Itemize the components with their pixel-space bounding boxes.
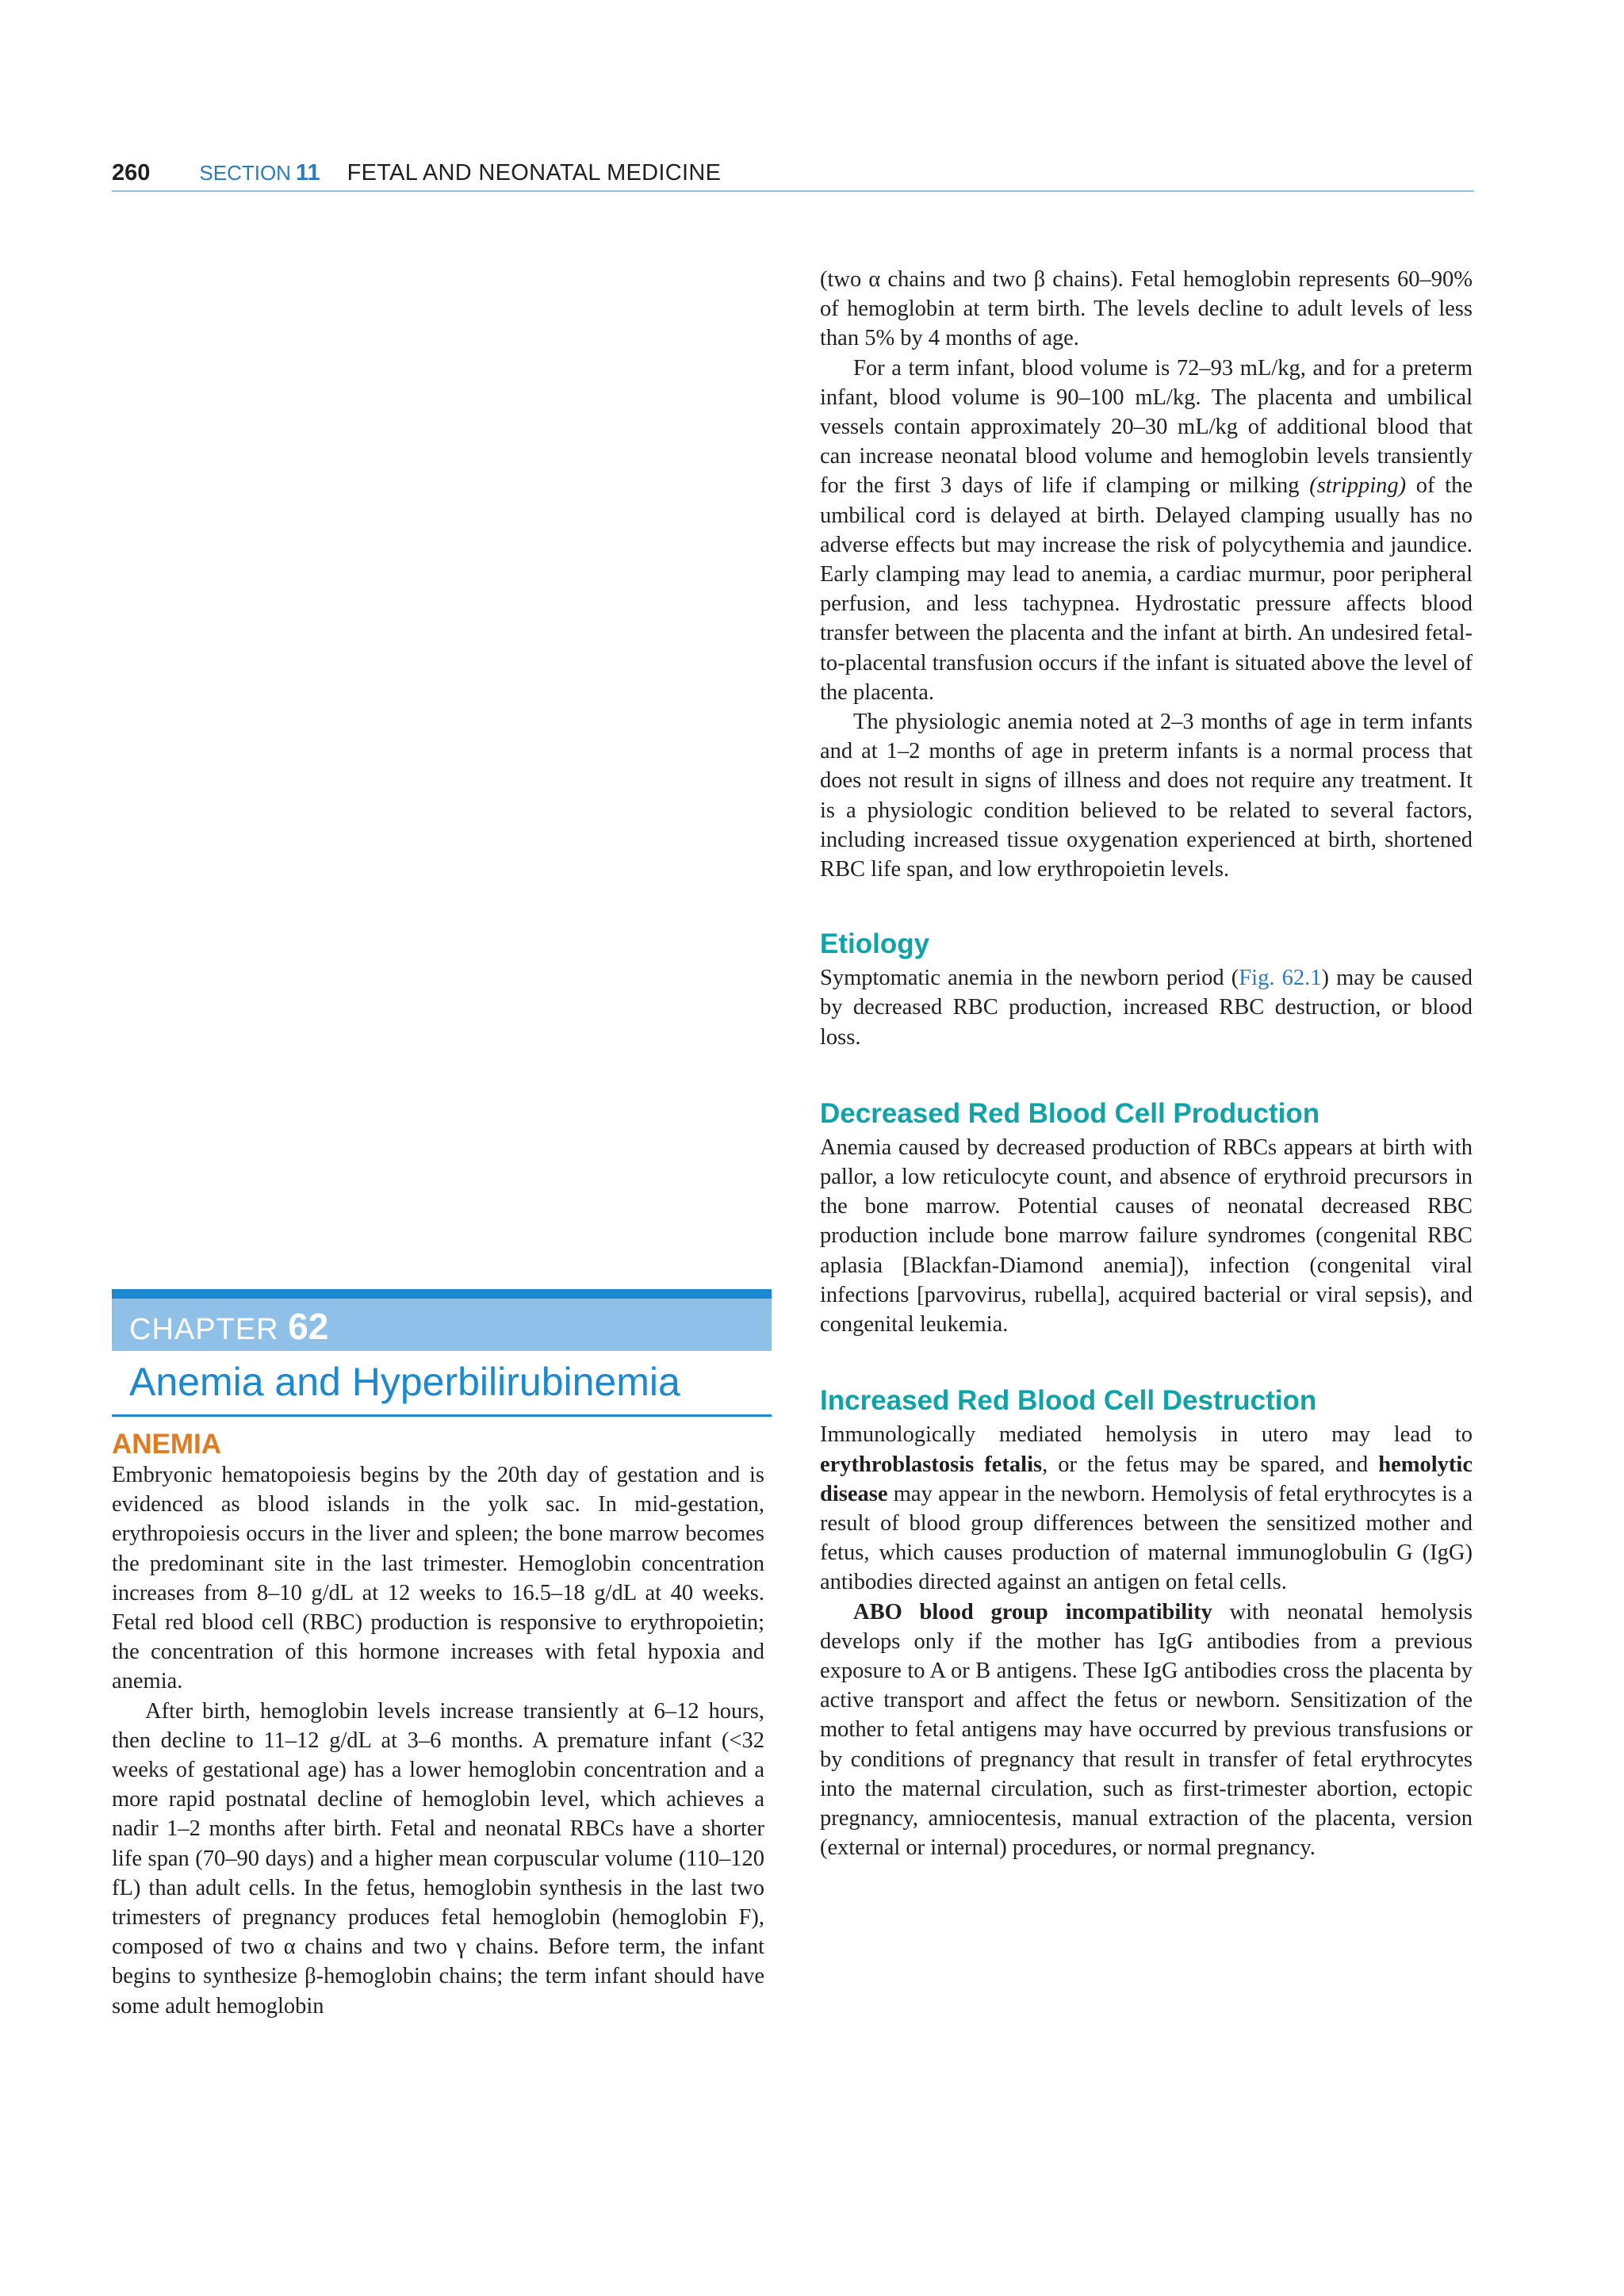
paragraph-decreased-rbc-production: Anemia caused by decreased production of RBCs appears at birth with pallor, a low reticulocyte count, and absence of erythroid precursors in the bone marrow. Potential causes of neonatal decreased RBC production include bone marrow failure syndromes (congenital RBC aplasia [Blackfan-Diamond anemia]), infection (congenital viral infections [parvovirus, rubella], acquired bacterial or viral sepsis), and congenital leukemia. <box>820 1135 1473 1337</box>
inc-text-d: may appear in the newborn. Hemolysis of fetal erythrocytes is a result of blood group differences between the sensitized mother and fetus, which causes production of maternal immunoglobulin G (IgG) antibodies directed against an antigen on fetal cells. <box>820 1481 1473 1595</box>
blood-volume-text-a: For a term infant, blood volume is 72–93 mL/kg, and for a preterm infant, blood volume is 90–100 mL/kg. The placenta and umbilical vessels contain approximately 20–30 mL/kg of additional blood that can increase neonatal blood volume and hemoglobin levels transiently for the first 3 days of life if clamping or milking <box>820 355 1473 499</box>
chapter-number: 62 <box>288 1306 329 1347</box>
paragraph-abo-incompatibility <box>820 1598 1473 1863</box>
term-erythroblastosis-fetalis: erythroblastosis fetalis <box>820 1452 1043 1477</box>
term-abo-incompatibility: ABO blood group incompatibility <box>853 1599 1212 1624</box>
section-label: SECTION <box>199 161 291 185</box>
paragraph-after-birth: After birth, hemoglobin levels increase transiently at 6–12 hours, then decline to 11–12 g/dL at 3–6 months. A premature infant (<32 weeks of gestational age) has a lower hemoglobin concentration and a more rapid postnatal decline of hemoglobin level, which achieves a nadir 1–2 months after birth. Fetal and neonatal RBCs have a shorter life span (70–90 days) and a higher mean corpuscular volume (110–120 fL) than adult cells. In the fetus, hemoglobin synthesis in the last two trimesters of pregnancy produces fetal hemoglobin (hemoglobin F), composed of two α chains and two γ chains. Before term, the infant begins to synthesize β-hemoglobin chains; the term infant should have some adult hemoglobin <box>112 1698 764 2019</box>
paragraph-physiologic-anemia: The physiologic anemia noted at 2–3 months of age in term infants and at 1–2 months of age in preterm infants is a normal process that does not result in signs of illness and does not require any treatment. It is a physiologic condition believed to be related to several factors, including increased tissue oxygenation experienced at birth, shortened RBC life span, and low erythropoietin levels. <box>820 710 1473 882</box>
header-rule <box>112 190 1474 192</box>
chapter-title: Anemia and Hyperbilirubinemia <box>129 1360 680 1404</box>
paragraph-hemoglobin-chains: (two α chains and two β chains). Fetal hemoglobin represents 60–90% of hemoglobin at term birth. The levels decline to adult levels of less than 5% by 4 months of age. <box>820 267 1473 351</box>
running-header <box>112 159 721 187</box>
etiology-text-b: ) may be caused by decreased RBC production, increased RBC destruction, or blood loss. <box>820 966 1473 1050</box>
term-hemolytic-disease: hemolytic disease <box>820 1452 1473 1506</box>
page-number: 260 <box>112 160 151 186</box>
right-column <box>820 265 1473 1862</box>
section-number: 11 <box>295 160 320 186</box>
etiology-text-a: Symptomatic anemia in the newborn period ( <box>820 966 1239 991</box>
heading-increased-rbc-destruction: Increased Red Blood Cell Destruction <box>820 1385 1317 1417</box>
inc-text-a: Immunologically mediated hemolysis in utero may lead to <box>820 1422 1473 1448</box>
chapter-label <box>129 1305 328 1351</box>
left-column <box>112 1460 764 2021</box>
heading-anemia: ANEMIA <box>112 1429 222 1460</box>
figure-link[interactable]: Fig. 62.1 <box>1239 966 1322 991</box>
section-title: FETAL AND NEONATAL MEDICINE <box>347 160 722 186</box>
blood-volume-text-b: of the umbilical cord is delayed at birth. Delayed clamping usually has no adverse effects but may increase the risk of polycythemia and jaundice. Early clamping may lead to anemia, a cardiac murmur, poor peripheral perfusion, and less tachypnea. Hydrostatic pressure affects blood transfer between the placenta and the infant at birth. An undesired fetal-to-placental transfusion occurs if the infant is situated above the level of the placenta. <box>820 473 1473 705</box>
abo-text: with neonatal hemolysis develops only if the mother has IgG antibodies from a previous exposure to A or B antigens. These IgG antibodies cross the placenta by active transport and affect the fetus or newborn. Sensitization of the mother to fetal antigens may have occurred by previous transfusions or by conditions of pregnancy that result in transfer of fetal erythrocytes into the maternal circulation, such as first-trimester abortion, ectopic pregnancy, amniocentesis, manual extraction of the placenta, version (external or internal) procedures, or normal pregnancy. <box>820 1599 1473 1861</box>
chapter-banner <box>112 1289 772 1351</box>
heading-etiology: Etiology <box>820 928 930 960</box>
stripping-term: (stripping) <box>1309 473 1407 499</box>
chapter-title-rule <box>112 1414 772 1417</box>
inc-text-c: , or the fetus may be spared, and <box>1042 1452 1379 1477</box>
chapter-word: CHAPTER <box>129 1313 279 1346</box>
paragraph-etiology <box>820 963 1473 1052</box>
heading-decreased-rbc-production: Decreased Red Blood Cell Production <box>820 1097 1320 1129</box>
paragraph-blood-volume <box>820 354 1473 707</box>
paragraph-hematopoiesis: Embryonic hematopoiesis begins by the 20th day of gestation and is evidenced as blood islands in the yolk sac. In mid-gestation, erythropoiesis occurs in the liver and spleen; the bone marrow becomes the predominant site in the last trimester. Hemoglobin concentration increases from 8–10 g/dL at 12 weeks to 16.5–18 g/dL at 40 weeks. Fetal red blood cell (RBC) production is responsive to erythropoietin; the concentration of this hormone increases with fetal hypoxia and anemia. <box>112 1463 764 1694</box>
paragraph-increased-rbc-destruction <box>820 1420 1473 1597</box>
